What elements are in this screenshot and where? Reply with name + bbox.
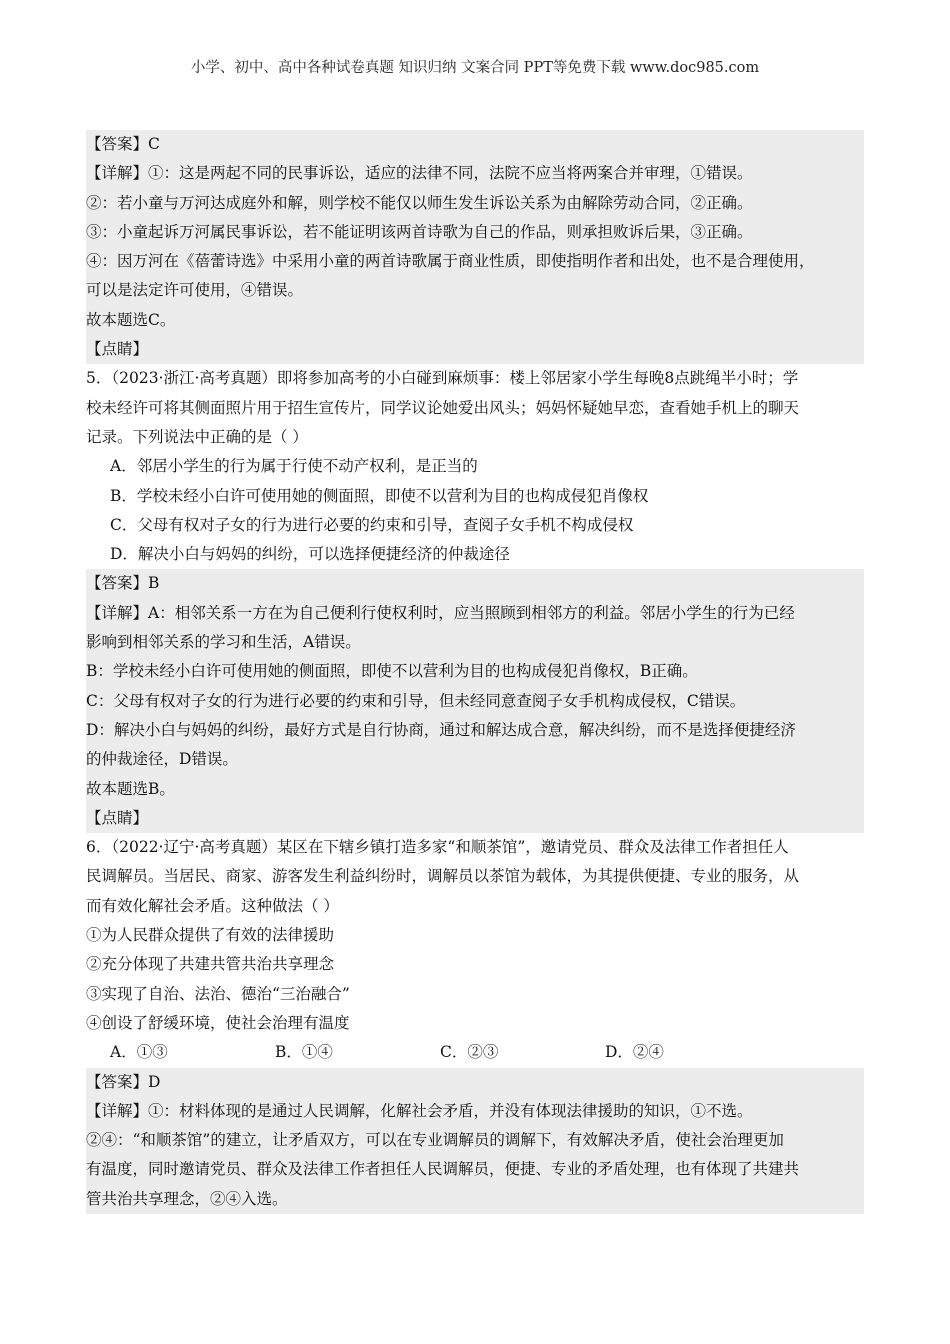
option-d: D．解决小白与妈妈的纠纷，可以选择便捷经济的仲裁途径	[110, 545, 510, 564]
q5-answer-block	[86, 569, 864, 833]
q4-answer-block	[86, 130, 864, 364]
detail-line: B：学校未经小白许可使用她的侧面照，即使不以营利为目的也构成侵犯肖像权，B正确。	[86, 662, 698, 681]
detail-line: 可以是法定许可使用，④错误。	[86, 281, 304, 300]
q5-question	[86, 364, 864, 569]
detail-line: 的仲裁途径，D错误。	[86, 750, 238, 769]
tip-label: 【点睛】	[86, 808, 149, 827]
detail-line: 影响到相邻关系的学习和生活，A错误。	[86, 633, 361, 652]
statement-item: ④创设了舒缓环境，使社会治理有温度	[86, 1013, 350, 1032]
option-c: C．②③	[440, 1043, 499, 1062]
detail-line: 管共治共享理念，②④入选。	[86, 1189, 288, 1208]
option-a: A．①③	[110, 1043, 168, 1062]
question-stem-line: 校未经许可将其侧面照片用于招生宣传片，同学议论她爱出风头；妈妈怀疑她早恋，查看她手机上的聊天	[86, 398, 800, 417]
question-stem-line: 记录。下列说法中正确的是（ ）	[86, 427, 308, 446]
detail-line: 【详解】①：材料体现的是通过人民调解，化解社会矛盾，并没有体现法律援助的知识，①不选。	[86, 1101, 753, 1120]
answer-line: 【答案】B	[86, 574, 160, 593]
statement-item: ②充分体现了共建共管共治共享理念	[86, 955, 335, 974]
options-row	[86, 1038, 864, 1067]
detail-line: ③：小童起诉万河属民事诉讼，若不能证明该两首诗歌为自己的作品，则承担败诉后果，③正确。	[86, 222, 753, 241]
option-b: B．①④	[275, 1043, 333, 1062]
option-b: B．学校未经小白许可使用她的侧面照，即使不以营利为目的也构成侵犯肖像权	[110, 486, 649, 505]
q6-question	[86, 833, 864, 1067]
answer-line: 【答案】C	[86, 135, 160, 153]
detail-line: 【详解】①：这是两起不同的民事诉讼，适应的法律不同，法院不应当将两案合并审理，①错误。	[86, 164, 753, 183]
document-body	[86, 130, 864, 1214]
question-stem-line: 6．（2022·辽宁·高考真题）某区在下辖乡镇打造多家“和顺茶馆”，邀请党员、群众及法律工作者担任人	[86, 838, 789, 857]
statement-item: ③实现了自治、法治、德治“三治融合”	[86, 984, 350, 1003]
option-c: C．父母有权对子女的行为进行必要的约束和引导，查阅子女手机不构成侵权	[110, 515, 634, 534]
detail-line: ②④：“和顺茶馆”的建立，让矛盾双方，可以在专业调解员的调解下，有效解决矛盾，使社会治理更加	[86, 1131, 784, 1150]
option-a: A．邻居小学生的行为属于行使不动产权利，是正当的	[110, 457, 478, 476]
detail-line: 有温度，同时邀请党员、群众及法律工作者担任人民调解员，便捷、专业的矛盾处理，也有体现了共建共	[86, 1160, 800, 1179]
answer-line: 【答案】D	[86, 1072, 161, 1091]
detail-line: ④：因万河在《蓓蕾诗选》中采用小童的两首诗歌属于商业性质，即使指明作者和出处，也不是合理使用，	[86, 252, 815, 271]
question-stem-line: 5．（2023·浙江·高考真题）即将参加高考的小白碰到麻烦事：楼上邻居家小学生每晚8点跳绳半小时；学	[86, 369, 799, 388]
question-stem-line: 而有效化解社会矛盾。这种做法（ ）	[86, 896, 339, 915]
option-d: D．②④	[605, 1043, 664, 1062]
question-stem-line: 民调解员。当居民、商家、游客发生利益纠纷时，调解员以茶馆为载体，为其提供便捷、专业的服务，从	[86, 867, 800, 886]
statement-item: ①为人民群众提供了有效的法律援助	[86, 926, 335, 945]
detail-line: D：解决小白与妈妈的纠纷，最好方式是自行协商，通过和解达成合意，解决纠纷，而不是选择便捷经济	[86, 720, 796, 739]
conclusion-line: 故本题选C。	[86, 310, 176, 329]
q6-answer-block	[86, 1068, 864, 1214]
detail-line: 【详解】A：相邻关系一方在为自己便利行使权利时，应当照顾到相邻方的利益。邻居小学生的行为已经	[86, 603, 795, 622]
tip-label: 【点睛】	[86, 340, 149, 359]
page-header: 小学、初中、高中各种试卷真题 知识归纳 文案合同 PPT等免费下载 www.doc985.com	[190, 60, 760, 76]
detail-line: ②：若小童与万河达成庭外和解，则学校不能仅以师生发生诉讼关系为由解除劳动合同，②正确。	[86, 193, 753, 212]
conclusion-line: 故本题选B。	[86, 779, 175, 798]
detail-line: C：父母有权对子女的行为进行必要的约束和引导，但未经同意查阅子女手机构成侵权，C错误。	[86, 691, 746, 710]
